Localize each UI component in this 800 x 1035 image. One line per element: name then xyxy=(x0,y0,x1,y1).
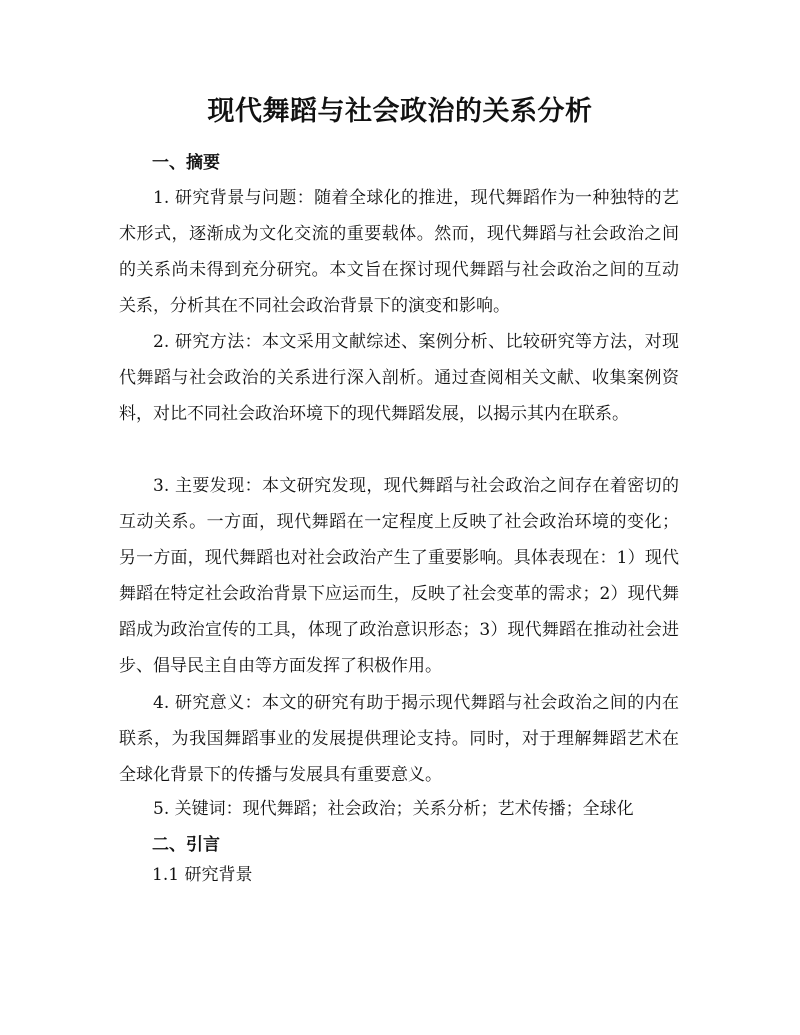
abstract-paragraph-findings: 3. 主要发现：本文研究发现，现代舞蹈与社会政治之间存在着密切的互动关系。一方面，现代舞蹈在一定程度上反映了社会政治环境的变化；另一方面，现代舞蹈也对社会政治产生了重要影响。具体表现在：1）现代舞蹈在特定社会政治背景下应运而生，反映了社会变革的需求；2）现代舞蹈成为政治宣传的工具，体现了政治意识形态；3）现代舞蹈在推动社会进步、倡导民主自由等方面发挥了积极作用。 xyxy=(119,476,679,676)
section-heading-introduction: 二、引言 xyxy=(152,835,220,855)
abstract-paragraph-background: 1. 研究背景与问题：随着全球化的推进，现代舞蹈作为一种独特的艺术形式，逐渐成为文化交流的重要载体。然而，现代舞蹈与社会政治之间的关系尚未得到充分研究。本文旨在探讨现代舞蹈与社会政治之间的互动关系，分析其在不同社会政治背景下的演变和影响。 xyxy=(119,188,679,316)
document-title: 现代舞蹈与社会政治的关系分析 xyxy=(207,96,593,127)
abstract-paragraph-significance: 4. 研究意义：本文的研究有助于揭示现代舞蹈与社会政治之间的内在联系，为我国舞蹈事业的发展提供理论支持。同时，对于理解舞蹈艺术在全球化背景下的传播与发展具有重要意义。 xyxy=(119,693,679,785)
abstract-paragraph-keywords: 5. 关键词：现代舞蹈；社会政治；关系分析；艺术传播；全球化 xyxy=(153,799,634,819)
subsection-heading-research-background: 1.1 研究背景 xyxy=(152,865,253,885)
abstract-paragraph-methods: 2. 研究方法：本文采用文献综述、案例分析、比较研究等方法，对现代舞蹈与社会政治的关系进行深入剖析。通过查阅相关文献、收集案例资料，对比不同社会政治环境下的现代舞蹈发展，以揭示其内在联系。 xyxy=(119,332,679,424)
section-heading-abstract: 一、摘要 xyxy=(152,153,220,173)
